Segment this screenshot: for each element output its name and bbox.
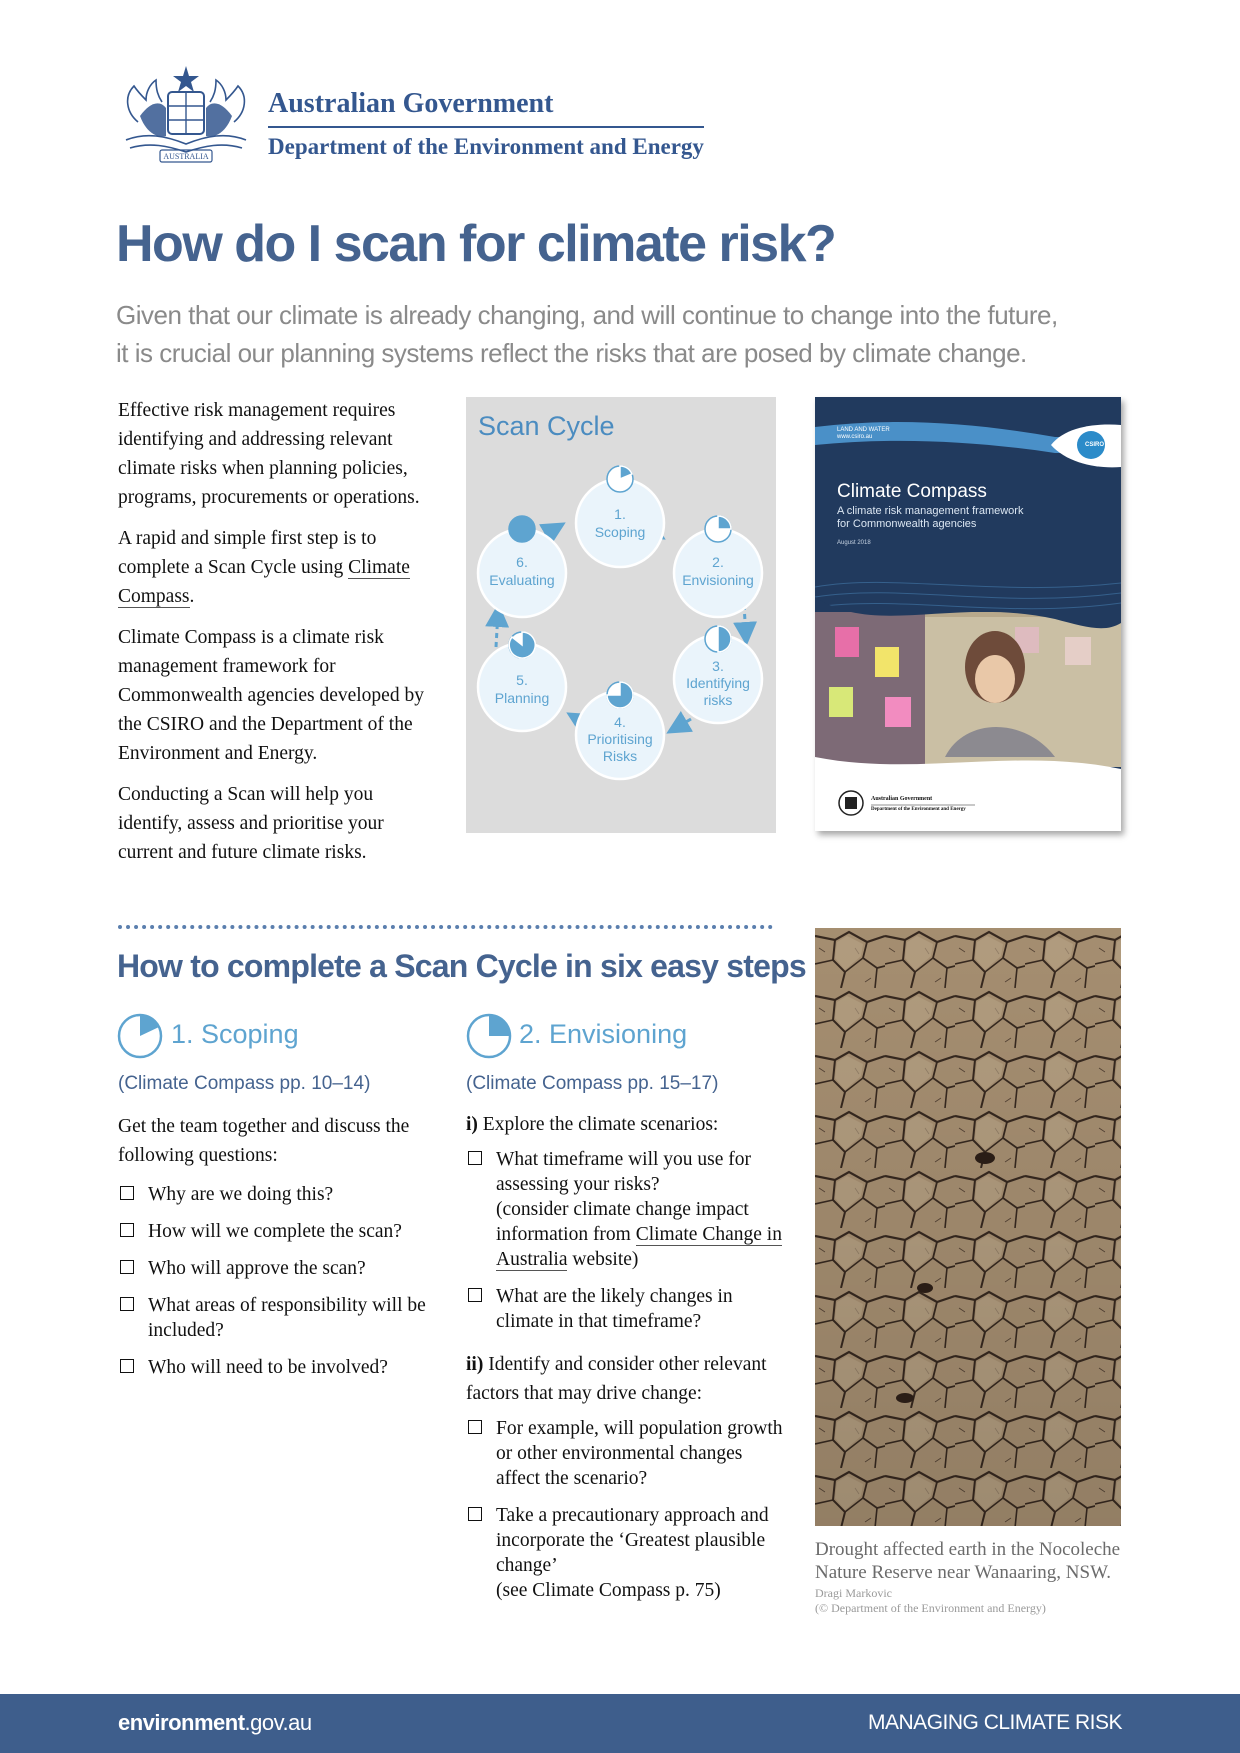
checklist-item[interactable]: What areas of responsibility will be included? [118, 1293, 438, 1343]
intro-text [118, 396, 438, 879]
intro-paragraph-2: A rapid and simple first step is to complete a Scan Cycle using Climate Compass. [118, 528, 410, 607]
cover-title: Climate Compass [837, 481, 987, 502]
quarter-pie-icon [117, 1013, 163, 1059]
checkbox-icon[interactable] [468, 1288, 482, 1302]
scan-node-4-num: 4. [614, 714, 626, 730]
checklist-item[interactable]: Take a precautionary approach and incorporate the ‘Greatest plausible change’ (see Climate Compass p. 75) [466, 1503, 786, 1603]
intro-paragraph-1: Effective risk management requires identifying and addressing relevant climate risks when planning policies, programs, procurements or operations. [118, 400, 420, 508]
footer-bar [0, 1694, 1240, 1753]
step-2-part-1: i) Explore the climate scenarios: [466, 1114, 719, 1135]
scan-cycle-graphic [466, 397, 776, 833]
page-title: How do I scan for climate risk? [116, 215, 836, 273]
step-2-checklist-b [466, 1416, 786, 1603]
scan-node-5-label: Planning [494, 690, 550, 706]
cover-footer-gov: Australian Government [871, 796, 933, 802]
step-2-part-2: ii) Identify and consider other relevant factors that may drive change: [466, 1354, 767, 1404]
checklist-item[interactable]: For example, will population growth or other environmental changes affect the scenario? [466, 1416, 786, 1491]
drought-photo [815, 928, 1121, 1526]
lead-line-1: Given that our climate is already changing, and will continue to change into the future, [116, 300, 1058, 330]
scan-node-4-label-2: Risks [602, 748, 638, 764]
header-rule [268, 126, 704, 128]
step-1-checklist [118, 1182, 438, 1380]
checkbox-icon[interactable] [468, 1507, 482, 1521]
scan-node-6-num: 6. [516, 554, 528, 570]
step-2-body [466, 1112, 786, 1615]
scan-progress-6-icon [509, 516, 535, 542]
half-pie-icon [466, 1013, 512, 1059]
scan-node-6-label: Evaluating [489, 572, 555, 588]
step-1-reference: (Climate Compass pp. 10–14) [118, 1073, 371, 1094]
government-name: Australian Government [268, 88, 554, 119]
photo-caption: Drought affected earth in the Nocoleche Nature Reserve near Wanaaring, NSW. [815, 1539, 1121, 1583]
cover-date: August 2018 [837, 540, 871, 546]
section-title: How to complete a Scan Cycle in six easy steps [117, 948, 806, 984]
checkbox-icon[interactable] [468, 1151, 482, 1165]
svg-text:AUSTRALIA: AUSTRALIA [163, 152, 209, 161]
climate-compass-link[interactable]: Climate Compass [118, 557, 410, 607]
scan-node-3-num: 3. [712, 658, 724, 674]
cover-top-label: LAND AND WATER www.csiro.au [837, 427, 890, 440]
step-1-heading: 1. Scoping [171, 1019, 299, 1049]
scan-cycle-title: Scan Cycle [478, 411, 615, 441]
scan-cycle-diagram [466, 397, 776, 833]
intro-paragraph-3: Climate Compass is a climate risk management framework for Commonwealth agencies developed by the CSIRO and the Department of the Environment and Energy. [118, 627, 424, 764]
coat-of-arms-logo [116, 62, 256, 166]
photo-credit: Dragi Markovic (© Department of the Environment and Energy) [815, 1586, 1046, 1615]
cracked-earth-image [815, 928, 1121, 1526]
checklist-item[interactable]: What are the likely changes in climate in that timeframe? [466, 1284, 786, 1334]
scan-node-1-num: 1. [614, 506, 626, 522]
checkbox-icon[interactable] [120, 1223, 134, 1237]
cover-footer-dept: Department of the Environment and Energy [871, 807, 966, 812]
footer-url[interactable]: environment.gov.au [118, 1710, 312, 1735]
intro-paragraph-4: Conducting a Scan will help you identify, assess and prioritise your current and future climate risks. [118, 784, 384, 863]
step-1-intro: Get the team together and discuss the following questions: [118, 1116, 410, 1166]
step-2-reference: (Climate Compass pp. 15–17) [466, 1073, 719, 1094]
cover-subtitle: A climate risk management framework for Commonwealth agencies [837, 505, 1024, 530]
scan-node-3-label-2: risks [703, 692, 733, 708]
checklist-item[interactable]: Who will approve the scan? [118, 1256, 438, 1281]
checklist-item[interactable]: How will we complete the scan? [118, 1219, 438, 1244]
step-2-heading: 2. Envisioning [519, 1019, 688, 1049]
lead-line-2: it is crucial our planning systems reflect the risks that are posed by climate change. [116, 338, 1027, 368]
checklist-item[interactable]: What timeframe will you use for assessing your risks? (consider climate change impact information from Climate Change in Australia website) [466, 1147, 786, 1272]
checkbox-icon[interactable] [120, 1260, 134, 1274]
climate-change-in-australia-link[interactable]: Climate Change in Australia [496, 1224, 782, 1270]
checkbox-icon[interactable] [120, 1297, 134, 1311]
department-name: Department of the Environment and Energy [268, 134, 704, 159]
dotted-divider [118, 925, 773, 929]
checkbox-icon[interactable] [120, 1359, 134, 1373]
scan-node-5-num: 5. [516, 672, 528, 688]
footer-tagline: MANAGING CLIMATE RISK [868, 1711, 1122, 1734]
climate-compass-cover[interactable] [815, 397, 1121, 831]
scan-node-2-label: Envisioning [682, 572, 754, 588]
scan-node-4-label: Prioritising [587, 731, 653, 747]
step-1-body [118, 1112, 438, 1392]
scan-node-2-num: 2. [712, 554, 724, 570]
cover-artwork [815, 397, 1121, 831]
checkbox-icon[interactable] [120, 1186, 134, 1200]
scan-node-3-label: Identifying [686, 675, 750, 691]
lead-paragraph [116, 296, 1126, 372]
scan-node-1-label: Scoping [594, 524, 646, 540]
checkbox-icon[interactable] [468, 1420, 482, 1434]
step-2-checklist-a [466, 1147, 786, 1334]
cover-csiro-label: CSIRO [1085, 442, 1105, 448]
checklist-item[interactable]: Why are we doing this? [118, 1182, 438, 1207]
checklist-item[interactable]: Who will need to be involved? [118, 1355, 438, 1380]
scan-progress-2-fill [718, 516, 731, 529]
